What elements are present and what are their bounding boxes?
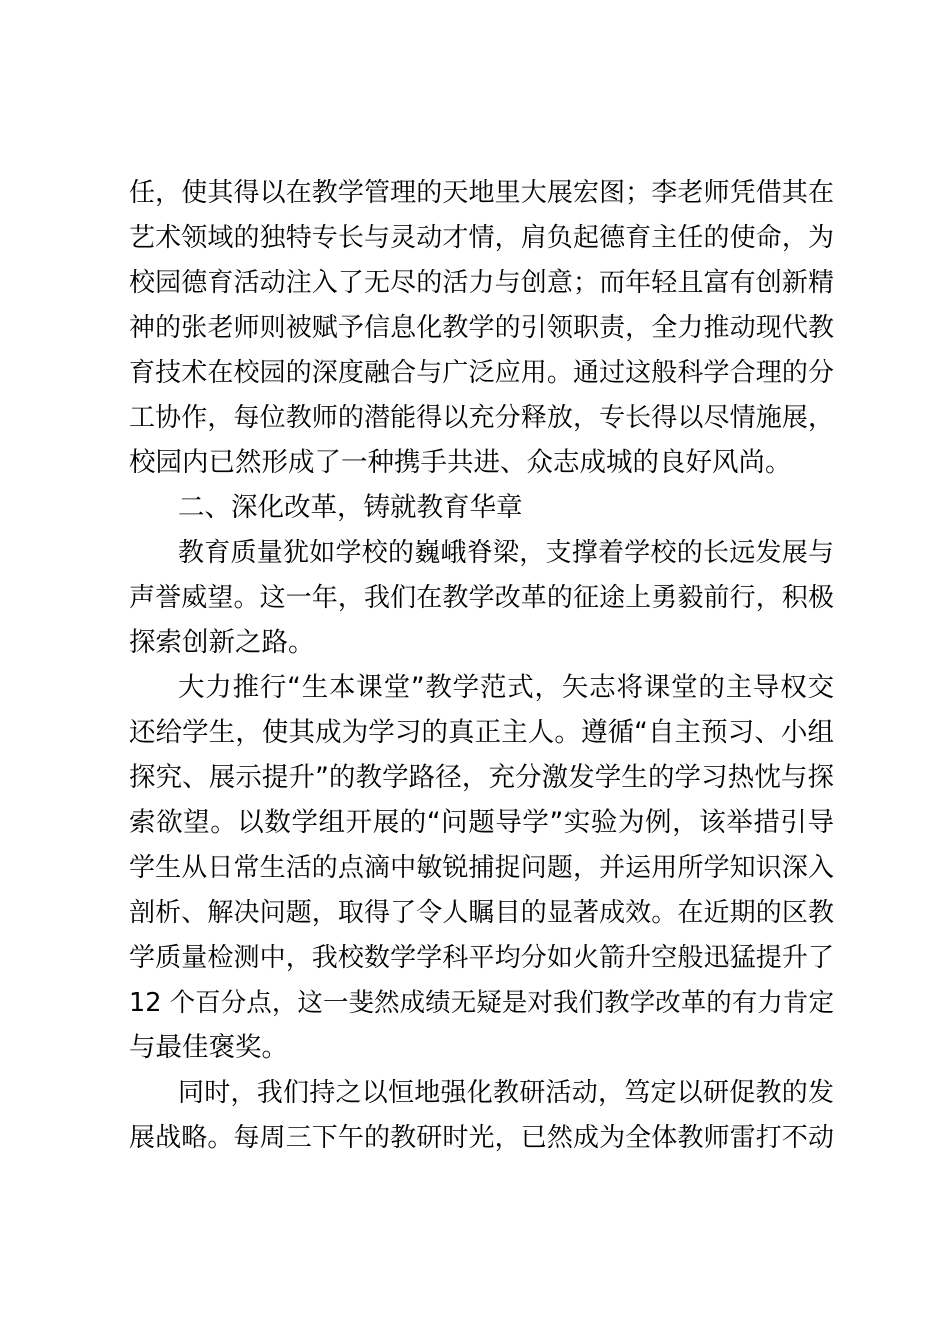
text-line: 声誉威望。这一年，我们在教学改革的征途上勇毅前行，积极 [129, 583, 834, 613]
text-line: 学生从日常生活的点滴中敏锐捕捉问题，并运用所学知识深入 [129, 853, 834, 883]
text-line: 探究、展示提升”的教学路径，充分激发学生的学习热忱与探 [129, 762, 834, 793]
text-line: 学质量检测中，我校数学学科平均分如火箭升空般迅猛提升了 [129, 943, 834, 973]
text-line: 任，使其得以在教学管理的天地里大展宏图；李老师凭借其在 [129, 178, 834, 208]
text-line: 大力推行“生本课堂”教学范式，矢志将课堂的主导权交 [178, 672, 834, 703]
text-line: 艺术领域的独特专长与灵动才情，肩负起德育主任的使命，为 [129, 223, 834, 253]
text-line: 剖析、解决问题，取得了令人瞩目的显著成效。在近期的区教 [129, 898, 834, 928]
text-line: 同时，我们持之以恒地强化教研活动，笃定以研促教的发 [178, 1078, 834, 1108]
text-line: 展战略。每周三下午的教研时光，已然成为全体教师雷打不动 [129, 1123, 834, 1153]
section-heading: 二、深化改革，铸就教育华章 [178, 492, 523, 523]
text-line: 还给学生，使其成为学习的真正主人。遵循“自主预习、小组 [129, 717, 834, 748]
text-line: 探索创新之路。 [129, 627, 315, 658]
text-line: 与最佳褒奖。 [129, 1032, 288, 1063]
text-line: 教育质量犹如学校的巍峨脊梁，支撑着学校的长远发展与 [178, 538, 834, 568]
text-line: 索欲望。以数学组开展的“问题导学”实验为例，该举措引导 [129, 807, 834, 838]
text-line: 12 个百分点，这一斐然成绩无疑是对我们教学改革的有力肯定 [129, 988, 834, 1018]
text-line: 校园德育活动注入了无尽的活力与创意；而年轻且富有创新精 [129, 268, 834, 298]
text-line: 育技术在校园的深度融合与广泛应用。通过这般科学合理的分 [129, 358, 834, 388]
text-line: 神的张老师则被赋予信息化教学的引领职责，全力推动现代教 [129, 313, 834, 343]
text-line: 校园内已然形成了一种携手共进、众志成城的良好风尚。 [129, 447, 792, 478]
text-line: 工协作，每位教师的潜能得以充分释放，专长得以尽情施展， [129, 403, 834, 433]
